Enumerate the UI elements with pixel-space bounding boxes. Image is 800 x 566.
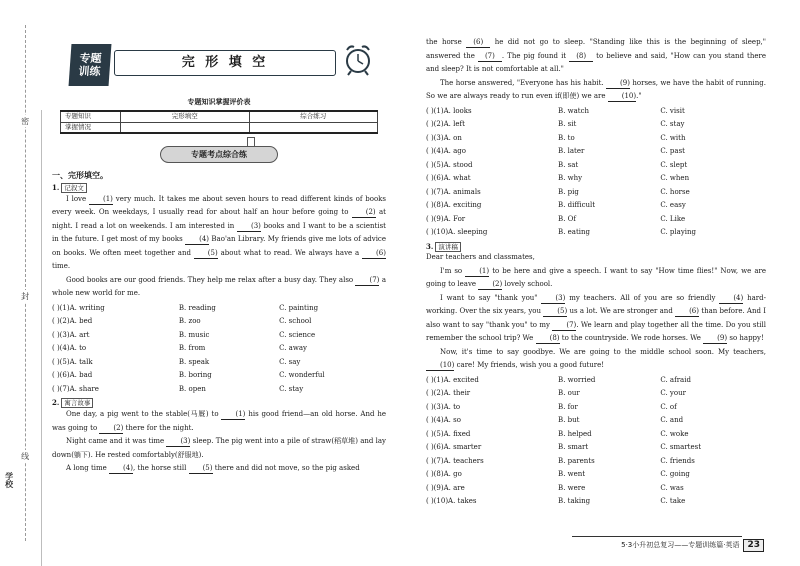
text-run: to the countryside. We rode horses. We xyxy=(559,334,704,343)
passage-3-head xyxy=(426,243,766,252)
option-c[interactable]: C. wonderful xyxy=(279,371,325,380)
option-c[interactable]: C. horse xyxy=(660,187,690,196)
option-c[interactable]: C. away xyxy=(279,344,307,353)
left-column xyxy=(52,38,386,476)
text-run: The horse answered, "Everyone has his habit. xyxy=(440,78,607,87)
paragraph xyxy=(52,408,386,435)
blank-slot[interactable]: (1) xyxy=(221,410,245,420)
passage-2-text-left xyxy=(52,408,386,476)
option-b[interactable]: B. went xyxy=(558,470,586,479)
seal-label-feng: 封 xyxy=(20,292,30,300)
option-c[interactable]: C. with xyxy=(660,133,686,142)
option-c[interactable]: C. playing xyxy=(660,228,697,236)
option-c[interactable]: C. was xyxy=(660,483,684,492)
option-c[interactable]: C. school xyxy=(279,317,312,326)
paragraph xyxy=(52,462,386,476)
option-a[interactable]: ( )(4)A. so xyxy=(426,416,461,425)
text-run: the horse xyxy=(426,38,467,46)
option-c[interactable]: C. and xyxy=(660,416,684,425)
option-b[interactable]: B. difficult xyxy=(558,201,596,209)
option-a[interactable]: ( )(2)A. bed xyxy=(52,317,93,326)
paragraph xyxy=(426,292,766,346)
option-a[interactable]: ( )(4)A. ago xyxy=(426,147,466,155)
paragraph xyxy=(52,274,386,301)
option-row xyxy=(426,441,766,455)
text-run: Bao'an Library. My friends give me lots of advice on books. We often meet together and xyxy=(52,235,386,257)
option-b[interactable]: B. eating xyxy=(558,228,590,236)
blank-slot[interactable]: (1) xyxy=(465,267,489,277)
margin-line xyxy=(41,110,42,566)
text-run: . We learn and play together all the time. Do you still remember the school trip? We xyxy=(426,320,766,343)
option-b[interactable]: B. to xyxy=(558,133,575,142)
option-b[interactable]: B. pig xyxy=(558,187,579,196)
passage-2-head xyxy=(52,399,386,408)
option-row xyxy=(52,369,386,383)
text-run: ." xyxy=(636,92,642,100)
option-row xyxy=(426,482,766,496)
text-run: I'm so xyxy=(440,266,466,275)
option-b[interactable]: B. zoo xyxy=(178,317,201,326)
text-run: Good books are our good friends. They help me relax after a busy day. They also xyxy=(66,275,356,284)
eval-cell: 掌握情况 xyxy=(61,122,121,133)
eval-cell xyxy=(121,122,250,133)
text-run: to be here and give a speech. I want to say "How time flies!" Now, we are going to leave xyxy=(426,266,766,289)
option-c[interactable]: C. stay xyxy=(279,384,304,393)
passage-tag: 演讲稿 xyxy=(435,242,461,252)
option-a[interactable]: ( )(5)A. fixed xyxy=(426,429,471,438)
option-row xyxy=(426,132,766,146)
option-c[interactable]: C. visit xyxy=(660,106,685,115)
option-row xyxy=(52,383,386,397)
option-a[interactable]: ( )(9)A. For xyxy=(426,214,466,223)
option-c[interactable]: C. take xyxy=(660,497,686,506)
option-a[interactable]: ( )(3)A. to xyxy=(426,402,461,411)
option-b[interactable]: B. helped xyxy=(558,429,592,438)
paragraph xyxy=(52,435,386,462)
blank-slot[interactable]: (3) xyxy=(166,437,190,447)
blank-slot[interactable]: (9) xyxy=(703,334,727,344)
speech-greeting: Dear teachers and classmates, xyxy=(426,253,535,262)
text-run: there for the night. xyxy=(123,423,194,432)
option-row xyxy=(52,302,386,316)
footer-text: 5·3小升初总复习——专题训练篇·英语 xyxy=(621,541,740,550)
blank-slot[interactable]: (3) xyxy=(237,222,261,232)
blank-slot[interactable]: (8) xyxy=(536,334,560,344)
blank-slot[interactable]: (7) xyxy=(478,52,502,62)
blank-slot[interactable]: (2) xyxy=(478,280,502,290)
page-header xyxy=(52,38,386,86)
eval-cell: 专题知识 xyxy=(61,111,121,122)
option-row xyxy=(52,329,386,343)
paragraph xyxy=(426,265,766,292)
text-run: A long time xyxy=(66,464,110,473)
passage-number: 2. xyxy=(52,398,60,408)
page-title: 完 形 填 空 xyxy=(114,50,336,76)
seal-label-mi: 密 xyxy=(20,117,30,125)
option-a[interactable]: ( )(10)A. sleeping xyxy=(426,228,488,236)
flag-icon xyxy=(247,137,255,147)
text-run: he did not go to sleep. "Standing like this is the beginning of sleep," answered the xyxy=(426,38,767,60)
option-b[interactable]: B. worried xyxy=(558,375,596,384)
option-row xyxy=(52,356,386,370)
option-c[interactable]: C. stay xyxy=(660,120,685,128)
option-b[interactable]: B. reading xyxy=(178,303,216,312)
option-row xyxy=(426,199,766,213)
option-c[interactable]: C. afraid xyxy=(660,375,691,384)
option-a[interactable]: ( )(6)A. smarter xyxy=(426,443,482,452)
option-a[interactable]: ( )(10)A. takes xyxy=(426,497,477,506)
text-run: very much. It takes me about seven hours to read different kinds of books every week. On weekdays, I usually read for about half an hour before going to xyxy=(52,194,387,217)
option-b[interactable]: B. taking xyxy=(558,497,591,506)
option-a[interactable]: ( )(7)A. share xyxy=(52,384,99,393)
passage-number: 3. xyxy=(426,241,434,251)
text-run: . The pig found it xyxy=(501,51,570,60)
option-row xyxy=(426,145,766,159)
passage-1-options xyxy=(52,302,386,397)
option-row xyxy=(426,414,766,428)
section-ribbon xyxy=(160,146,278,163)
text-run: One day, a pig went to the stable(马厩) to xyxy=(66,410,222,419)
text-run: to believe and said, "How can you stand there and sleep? It is not comfortable at all." xyxy=(426,51,766,73)
option-a[interactable]: ( )(2)A. their xyxy=(426,389,471,398)
option-c[interactable]: C. your xyxy=(660,389,686,398)
option-row xyxy=(426,495,766,509)
option-b[interactable]: B. speak xyxy=(178,357,210,366)
blank-slot[interactable]: (2) xyxy=(352,208,376,218)
option-row xyxy=(52,315,386,329)
option-b[interactable]: B. sat xyxy=(558,160,579,169)
option-a[interactable]: ( )(1)A. excited xyxy=(426,375,479,384)
passage-1-text xyxy=(52,193,386,301)
option-b[interactable]: B. our xyxy=(558,389,580,398)
option-a[interactable]: ( )(4)A. to xyxy=(52,344,87,353)
option-row xyxy=(426,455,766,469)
option-row xyxy=(426,226,766,240)
text-run: I want to say "thank you" xyxy=(440,293,542,302)
option-row xyxy=(426,213,766,227)
text-run: Now, it's time to say goodbye. We are going to the middle school soon. My teachers, xyxy=(440,347,766,356)
text-run: horses, we have the habit of running. So we are always ready to run even if(即使) we are xyxy=(426,78,766,100)
passage-1-head xyxy=(52,184,386,193)
option-row xyxy=(426,118,766,132)
blank-slot[interactable]: (5) xyxy=(189,464,213,474)
paragraph xyxy=(426,36,766,77)
option-a[interactable]: ( )(7)A. teachers xyxy=(426,456,484,465)
section-title: 一、完形填空。 xyxy=(52,171,108,181)
blank-slot[interactable]: (4) xyxy=(719,294,743,304)
blank-slot[interactable]: (10) xyxy=(608,92,636,102)
paragraph xyxy=(52,193,386,274)
school-field-label: 学校 xyxy=(4,472,15,488)
blank-slot[interactable]: (10) xyxy=(426,361,454,371)
option-b[interactable]: B. sit xyxy=(558,120,577,128)
blank-slot[interactable]: (4) xyxy=(109,464,133,474)
option-c[interactable]: C. smartest xyxy=(660,443,702,452)
option-c[interactable]: C. science xyxy=(279,330,316,339)
option-a[interactable]: ( )(5)A. stood xyxy=(426,160,473,169)
text-run: my teachers. All of you are so friendly xyxy=(565,293,720,302)
blank-slot[interactable]: (1) xyxy=(89,195,113,205)
option-c[interactable]: C. slept xyxy=(660,160,688,169)
option-row xyxy=(52,342,386,356)
blank-slot[interactable]: (5) xyxy=(543,307,567,317)
option-a[interactable]: ( )(9)A. are xyxy=(426,483,465,492)
option-row xyxy=(426,387,766,401)
text-run: than before. And I also want to say "thank you" to my xyxy=(426,307,766,329)
option-b[interactable]: B. watch xyxy=(558,106,590,115)
paragraph xyxy=(426,77,766,104)
badge-line-2: 训练 xyxy=(78,65,101,78)
option-row xyxy=(426,401,766,415)
passage-3-text xyxy=(426,265,766,373)
passage-2-text-right xyxy=(426,36,766,104)
option-a[interactable]: ( )(1)A. looks xyxy=(426,106,472,115)
blank-slot[interactable]: (8) xyxy=(569,52,593,62)
option-row xyxy=(426,186,766,200)
option-b[interactable]: B. were xyxy=(558,483,586,492)
option-a[interactable]: ( )(1)A. writing xyxy=(52,303,105,312)
option-a[interactable]: ( )(8)A. exciting xyxy=(426,201,482,209)
option-b[interactable]: B. for xyxy=(558,402,578,411)
badge-line-1: 专题 xyxy=(79,52,102,65)
eval-cell xyxy=(249,122,378,133)
text-run: care! My friends, wish you a good future! xyxy=(454,361,605,370)
option-c[interactable]: C. past xyxy=(660,147,685,155)
option-c[interactable]: C. of xyxy=(660,402,677,411)
blank-slot[interactable]: (7) xyxy=(355,276,379,286)
text-run: , the horse still xyxy=(133,464,189,473)
option-a[interactable]: ( )(3)A. art xyxy=(52,330,90,339)
blank-slot[interactable]: (9) xyxy=(606,79,630,89)
option-c[interactable]: C. when xyxy=(660,174,690,182)
option-a[interactable]: ( )(5)A. talk xyxy=(52,357,93,366)
option-b[interactable]: B. later xyxy=(558,147,585,155)
eval-cell: 综合练习 xyxy=(249,111,378,122)
text-run: his good friend—an old horse. And he was going to xyxy=(52,410,386,432)
option-c[interactable]: C. painting xyxy=(279,303,319,312)
option-a[interactable]: ( )(6)A. bad xyxy=(52,371,93,380)
paragraph xyxy=(426,346,766,373)
text-run: Night came and it was time xyxy=(66,437,167,446)
passage-2-options xyxy=(426,105,766,240)
text-run: at night. I read a lot on weekends. I am interested in xyxy=(52,208,386,230)
option-b[interactable]: B. why xyxy=(558,174,583,182)
option-c[interactable]: C. going xyxy=(660,470,690,479)
text-run: there and did not move, so the pig asked xyxy=(212,464,360,473)
option-a[interactable]: ( )(8)A. go xyxy=(426,470,462,479)
text-run: sleep. The pig went into a pile of straw(稻草堆) and lay down(躺下). He rested comfortably(舒服地). xyxy=(52,437,386,459)
topic-badge xyxy=(69,44,112,86)
blank-slot[interactable]: (2) xyxy=(99,424,123,434)
option-row xyxy=(426,374,766,388)
option-b[interactable]: B. parents xyxy=(558,456,595,465)
eval-table-title: 专题知识掌握评价表 xyxy=(187,98,251,106)
eval-table xyxy=(60,110,378,134)
option-c[interactable]: C. friends xyxy=(660,456,695,465)
text-run: us a lot. We are stronger and xyxy=(567,307,676,316)
binding-margin xyxy=(0,0,48,566)
footer-rule xyxy=(572,536,742,537)
option-a[interactable]: ( )(2)A. left xyxy=(426,120,465,128)
eval-cell: 完形填空 xyxy=(121,111,250,122)
page-number: 23 xyxy=(743,539,764,552)
passage-number: 1. xyxy=(52,182,60,192)
blank-slot[interactable]: (6) xyxy=(675,307,699,317)
option-a[interactable]: ( )(6)A. what xyxy=(426,174,471,182)
text-run: I love xyxy=(66,194,89,203)
ribbon-label: 专题考点综合练 xyxy=(191,150,247,160)
option-row xyxy=(426,159,766,173)
option-b[interactable]: B. boring xyxy=(178,371,212,380)
option-row xyxy=(426,172,766,186)
option-b[interactable]: B. Of xyxy=(558,214,576,223)
option-row xyxy=(426,468,766,482)
text-run: a whole new world for me. xyxy=(52,275,386,298)
option-a[interactable]: ( )(3)A. on xyxy=(426,133,462,142)
text-run: books and I want to be a scientist in the future. I get most of my books xyxy=(52,221,386,244)
option-c[interactable]: C. woke xyxy=(660,429,689,438)
text-run: lovely school. xyxy=(502,280,553,289)
blank-slot[interactable]: (3) xyxy=(541,294,565,304)
option-b[interactable]: B. smart xyxy=(558,443,589,452)
passage-3-options xyxy=(426,374,766,509)
blank-slot[interactable]: (7) xyxy=(552,321,576,331)
option-row xyxy=(426,428,766,442)
option-b[interactable]: B. but xyxy=(558,416,580,425)
option-c[interactable]: C. say xyxy=(279,357,301,366)
passage-tag: 记叙文 xyxy=(61,183,87,193)
seal-label-xian: 线 xyxy=(20,452,30,460)
alarm-clock-icon xyxy=(342,42,374,76)
page-footer xyxy=(621,539,764,552)
option-b[interactable]: B. music xyxy=(178,330,210,339)
blank-slot[interactable]: (6) xyxy=(466,38,490,48)
blank-slot[interactable]: (6) xyxy=(362,249,386,259)
option-b[interactable]: B. from xyxy=(178,344,206,353)
option-row xyxy=(426,105,766,119)
cut-line xyxy=(25,25,26,541)
text-run: so happy! xyxy=(727,334,764,343)
right-column xyxy=(426,36,766,509)
blank-slot[interactable]: (4) xyxy=(185,235,209,245)
text-run: time. xyxy=(52,262,71,271)
blank-slot[interactable]: (5) xyxy=(194,249,218,259)
text-run: hard-working. Over the six years, you xyxy=(426,293,767,316)
option-b[interactable]: B. open xyxy=(178,384,206,393)
option-c[interactable]: C. Like xyxy=(660,214,686,223)
option-c[interactable]: C. easy xyxy=(660,201,686,209)
text-run: about what to read. We always have a xyxy=(217,248,362,257)
option-a[interactable]: ( )(7)A. animals xyxy=(426,187,481,196)
passage-tag: 寓言故事 xyxy=(61,398,93,408)
